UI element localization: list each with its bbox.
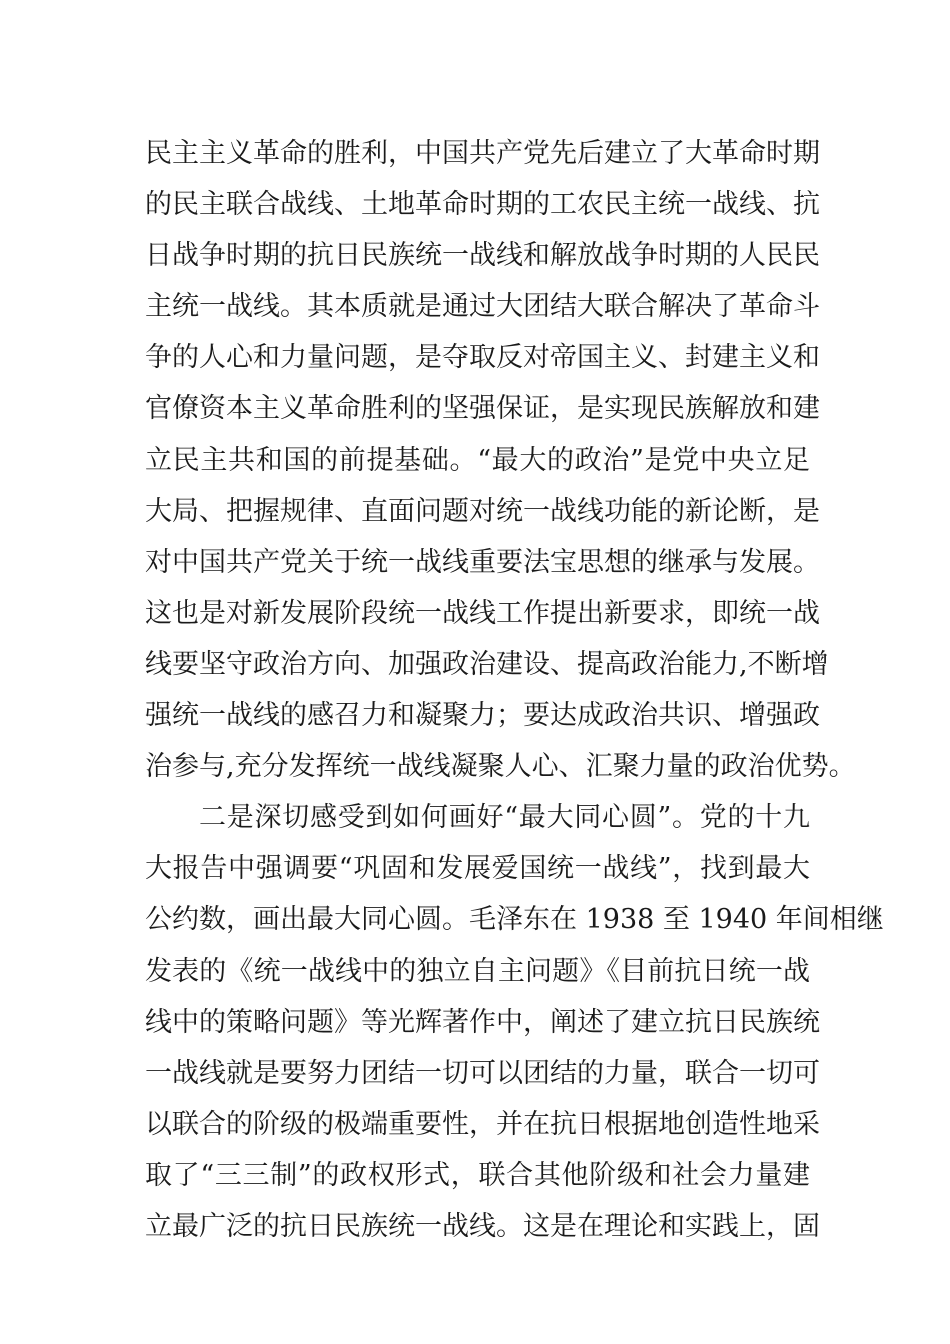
text-line: 对中国共产党关于统一战线重要法宝思想的继承与发展。 [145, 546, 820, 578]
text-line: 强统一战线的感召力和凝聚力；要达成政治共识、增强政 [145, 700, 820, 732]
text-line: 的民主联合战线、土地革命时期的工农民主统一战线、抗 [145, 189, 820, 221]
text-line: 大局、把握规律、直面问题对统一战线功能的新论断，是 [145, 495, 820, 527]
text-line: 立民主共和国的前提基础。“最大的政治”是党中央立足 [145, 444, 810, 476]
body-text [145, 128, 884, 1252]
text-line: 这也是对新发展阶段统一战线工作提出新要求，即统一战 [145, 597, 820, 629]
text-line: 大报告中强调要“巩固和发展爱国统一战线”，找到最大 [145, 853, 810, 885]
text-line: 日战争时期的抗日民族统一战线和解放战争时期的人民民 [145, 240, 820, 272]
text-line: 官僚资本主义革命胜利的坚强保证，是实现民族解放和建 [145, 393, 820, 425]
text-line: 以联合的阶级的极端重要性，并在抗日根据地创造性地采 [145, 1108, 820, 1140]
text-line: 线中的策略问题》等光辉著作中，阐述了建立抗日民族统 [145, 1006, 820, 1038]
text-line: 取了“三三制”的政权形式，联合其他阶级和社会力量建 [145, 1159, 810, 1191]
text-line: 线要坚守政治方向、加强政治建设、提高政治能力,不断增 [145, 648, 829, 680]
text-line: 民主主义革命的胜利，中国共产党先后建立了大革命时期 [145, 138, 820, 169]
text-line: 争的人心和力量问题，是夺取反对帝国主义、封建主义和 [145, 342, 820, 374]
text-line: 公约数，画出最大同心圆。毛泽东在 1938 至 1940 年间相继 [145, 904, 884, 936]
paragraph-first-line: 二是深切感受到如何画好“最大同心圆”。党的十九 [199, 802, 810, 834]
text-line: 治参与,充分发挥统一战线凝聚人心、汇聚力量的政治优势。 [145, 751, 856, 783]
text-line: 一战线就是要努力团结一切可以团结的力量，联合一切可 [145, 1057, 820, 1089]
text-line: 立最广泛的抗日民族统一战线。这是在理论和实践上，固 [145, 1210, 820, 1242]
text-line: 发表的《统一战线中的独立自主问题》《目前抗日统一战 [145, 955, 810, 987]
text-line: 主统一战线。其本质就是通过大团结大联合解决了革命斗 [145, 291, 820, 323]
